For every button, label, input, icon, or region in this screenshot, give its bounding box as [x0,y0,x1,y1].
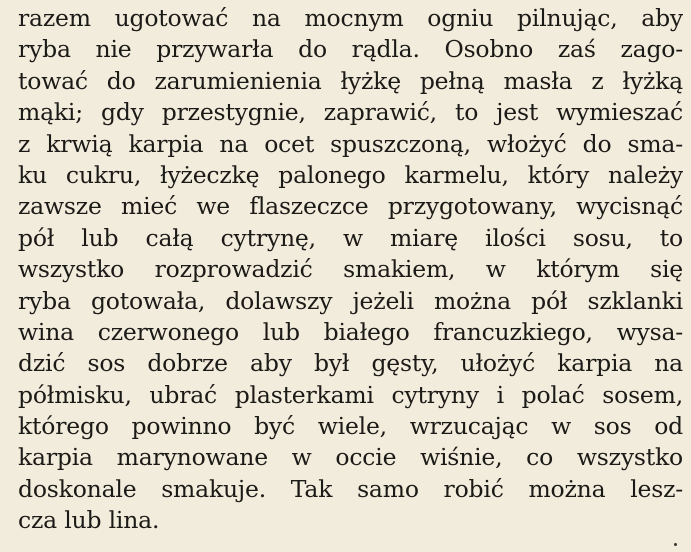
text-line-9: wszystko rozprowadzić smakiem, w którym się [18,255,683,284]
text-line-1: razem ugotować na mocnym ogniu pilnując, aby [18,4,683,32]
text-line-5: z krwią karpia na ocet spuszczoną, włożyć do sma- [18,129,683,158]
text-line-16: doskonale smakuje. Tak samo robić można lesz- [18,474,683,503]
text-line-11: wina czerwonego lub białego francuzkiego, wysa- [18,317,683,346]
text-line-12: dzić sos dobrze aby był gęsty, ułożyć karpia na [18,349,683,378]
text-line-13: półmisku, ubrać plasterkami cytryny i polać sosem, [18,380,683,409]
recipe-text [18,3,683,537]
text-line-2: ryba nie przywarła do rądla. Osobno zaś zago- [18,35,683,64]
text-line-7: zawsze mieć we flaszeczce przygotowany, wycisnąć [18,192,683,221]
text-line-6: ku cukru, łyżeczkę palonego karmelu, który należy [18,160,683,189]
text-line-15: karpia marynowane w occie wiśnie, co wszystko [18,443,683,472]
text-line-14: którego powinno być wiele, wrzucając w sos od [18,412,683,441]
text-line-17: cza lub lina. [18,506,160,535]
text-line-8: pół lub całą cytrynę, w miarę ilości sosu, to [18,223,683,252]
text-line-10: ryba gotowała, dolawszy jeżeli można pół szklanki [18,286,683,315]
ink-speck [674,543,677,546]
text-line-4: mąki; gdy przestygnie, zaprawić, to jest wymieszać [18,98,683,127]
text-line-3: tować do zarumienienia łyżkę pełną masła z łyżką [18,66,683,95]
